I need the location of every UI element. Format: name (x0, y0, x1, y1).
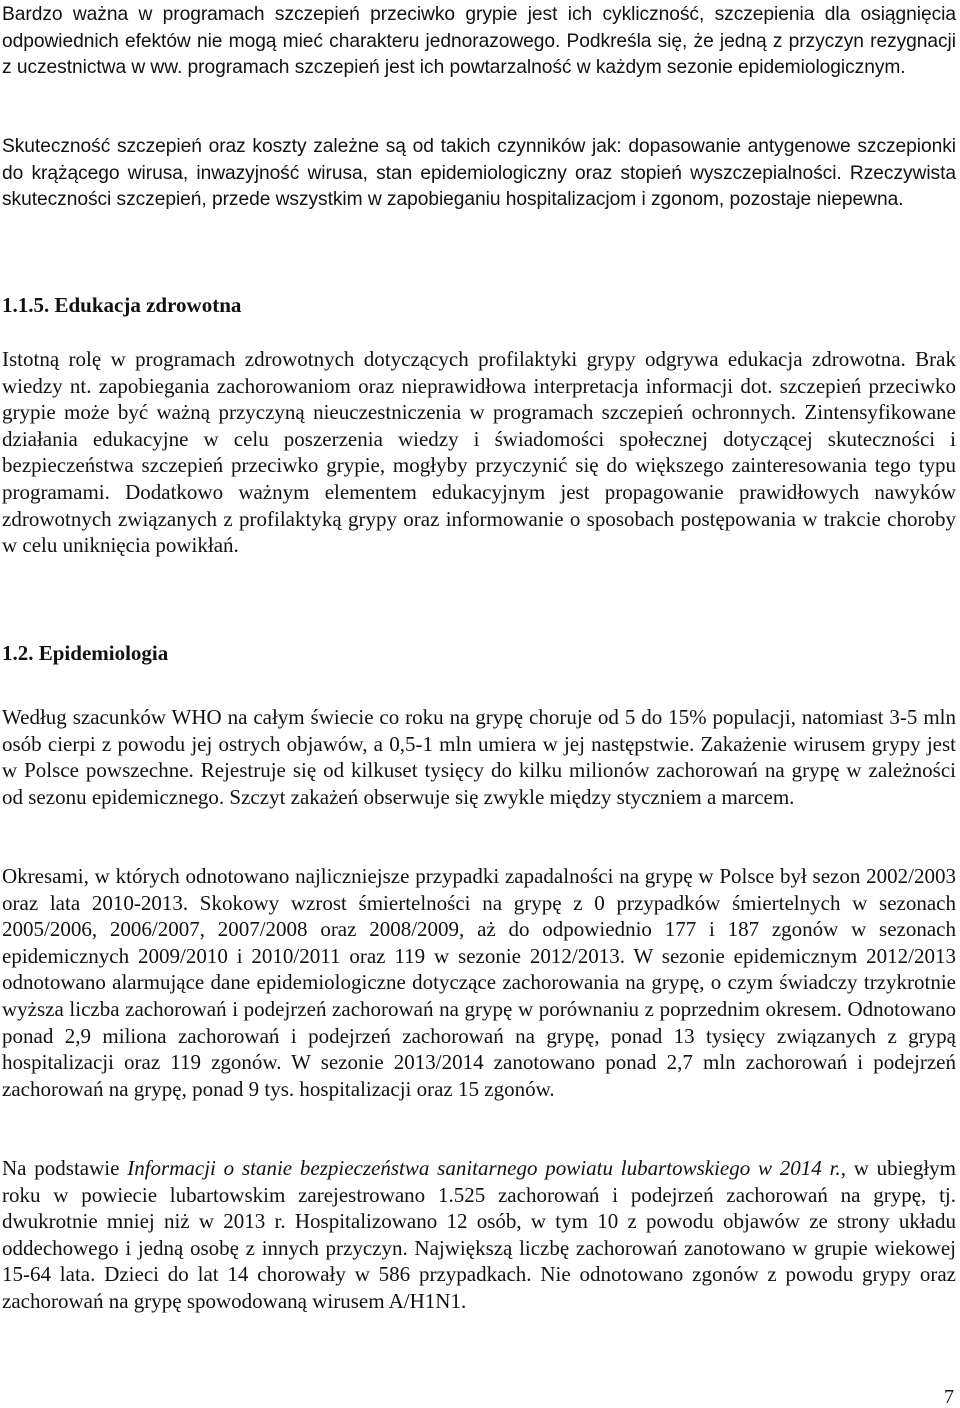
paragraph-vaccination-effectiveness: Skuteczność szczepień oraz koszty zależne są od takich czynników jak: dopasowanie antygenowe szczepionki do krążącego wirusa, inwazyjność wirusa, stan epidemiologiczny oraz stopień wyszczepialności. Rzeczywista skuteczności szczepień, przede wszystkim w zapobieganiu hospitalizacjom i zgonom, pozostaje niepewna. (2, 136, 956, 211)
paragraph-who-estimates: Według szacunków WHO na całym świecie co roku na grypę choruje od 5 do 15% populacji, natomiast 3-5 mln osób cierpi z powodu jej ostrych objawów, a 0,5-1 mln umiera w jej następstwie. Zakażenie wirusem grypy jest w Polsce powszechne. Rejestruje się od kilkuset tysięcy do kilku milionów zachorowań na grypę w zależności od sezonu epidemicznego. Szczyt zakażeń obserwuje się zwykle między styczniem a marcem. (2, 705, 956, 809)
paragraph-health-education: Istotną rolę w programach zdrowotnych dotyczących profilaktyki grypy odgrywa edukacja zdrowotna. Brak wiedzy nt. zapobiegania zachorowaniom oraz nieprawidłowa interpretacja informacji dot. szczepień przeciwko grypie może być ważną przyczyną nieuczestniczenia w programach szczepień ochronnych. Zintensyfikowane działania edukacyjne w celu poszerzenia wiedzy i świadomości społecznej dotyczącej skuteczności i bezpieczeństwa szczepień przeciwko grypie, mogłyby przyczynić się do większego zainteresowania tego typu programami. Dodatkowo ważnym elementem edukacyjnym jest propagowanie prawidłowych nawyków zdrowotnych związanych z profilaktyką grypy oraz informowanie o sposobach postępowania w trakcie choroby w celu uniknięcia powikłań. (2, 347, 956, 558)
paragraph-lubartow-county (2, 1155, 956, 1315)
paragraph-poland-seasons: Okresami, w których odnotowano najliczniejsze przypadki zapadalności na grypę w Polsce był sezon 2002/2003 oraz lata 2010-2013. Skokowy wzrost śmiertelności na grypę z 0 przypadków śmiertelnych w sezonach 2005/2006, 2006/2007, 2007/2008 oraz 2008/2009, aż do odpowiednio 177 i 187 zgonów w sezonach epidemicznych 2009/2010 i 2010/2011 oraz 119 w sezonie 2012/2013. W sezonie epidemicznym 2012/2013 odnotowano alarmujące dane epidemiologiczne dotyczące zachorowania na grypę, o czym świadczy trzykrotnie wyższa liczba zachorowań i podejrzeń zachorowań na grypę w porównaniu z poprzednim okresem. Odnotowano ponad 2,9 miliona zachorowań i podejrzeń zachorowań na grypę, ponad 13 tysięcy związanych z grypą hospitalizacji oraz 119 zgonów. W sezonie 2013/2014 zanotowano ponad 2,7 mln zachorowań i podejrzeń zachorowań na grypę, ponad 9 tys. hospitalizacji oraz 15 zgonów. (2, 864, 956, 1101)
heading-health-education: 1.1.5. Edukacja zdrowotna (2, 293, 242, 317)
page-number: 7 (944, 1386, 954, 1408)
paragraph-vaccination-cyclicity: Bardzo ważna w programach szczepień przeciwko grypie jest ich cykliczność, szczepienia dla osiągnięcia odpowiednich efektów nie mogą mieć charakteru jednorazowego. Podkreśla się, że jedną z przyczyn rezygnacji z uczestnictwa w ww. programach szczepień jest ich powtarzalność w każdym sezonie epidemiologicznym. (2, 4, 956, 79)
paragraph-lubartow-prefix: Na podstawie (2, 1156, 128, 1180)
heading-epidemiology: 1.2. Epidemiologia (2, 641, 169, 665)
report-title-italic: Informacji o stanie bezpieczeństwa sanitarnego powiatu lubartowskiego w 2014 r. (127, 1156, 841, 1180)
paragraph-lubartow-text: , w ubiegłym roku w powiecie lubartowskim zarejestrowano 1.525 zachorowań i podejrzeń zachorowań na grypę, tj. dwukrotnie mniej niż w 2013 r. Hospitalizowano 12 osób, w tym 10 z powodu objawów ze strony układu oddechowego i jedną osobę z innych przyczyn. Największą liczbę zachorowań zanotowano w grupie wiekowej 15-64 lata. Dzieci do lat 14 chorowały w 586 przypadkach. Nie odnotowano zgonów z powodu grypy oraz zachorowań na grypę spowodowaną wirusem A/H1N1. (2, 1156, 956, 1313)
